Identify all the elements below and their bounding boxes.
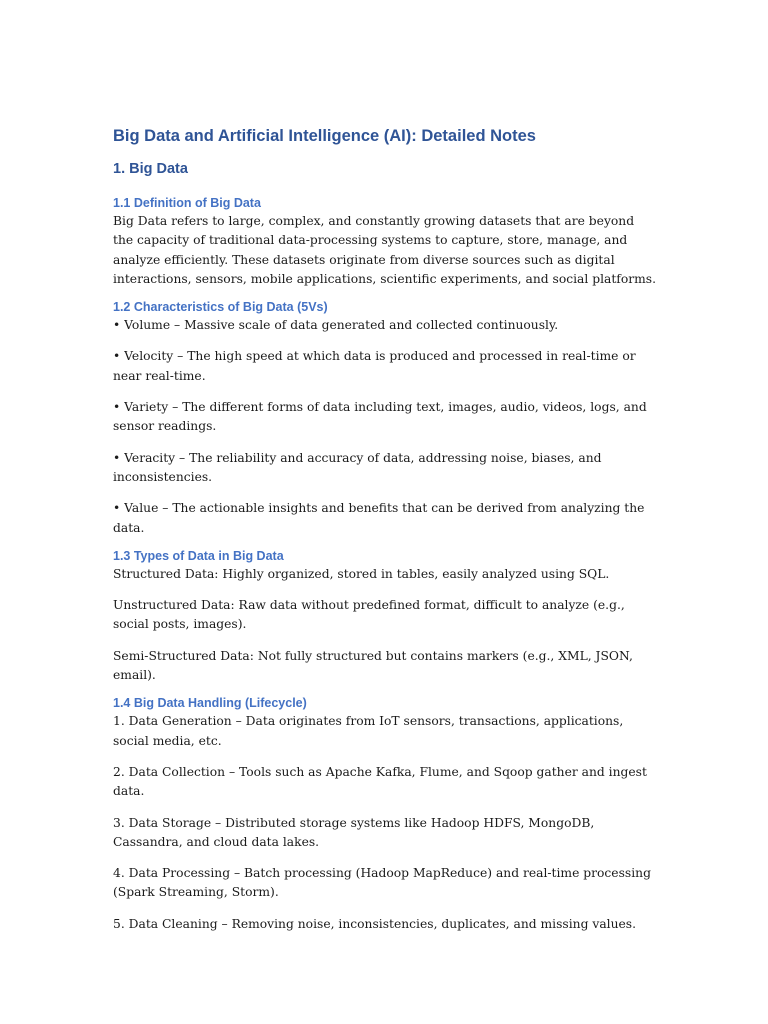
definition-paragraph: Big Data refers to large, complex, and constantly growing datasets that are beyond the capacity of traditional data-processing systems to capture, store, manage, and analyze efficiently. These datasets originate from diverse sources such as digital interactions, sensors, mobile applications, scientific experiments, and social platforms. (113, 214, 657, 286)
document-title: Big Data and Artificial Intelligence (AI): Detailed Notes (113, 127, 536, 145)
characteristic-item-variety: • Variety – The different forms of data including text, images, audio, videos, logs, and sensor readings. (113, 400, 647, 434)
data-type-item-unstructured: Unstructured Data: Raw data without predefined format, difficult to analyze (e.g., social posts, images). (113, 598, 625, 632)
subsection-heading-lifecycle: 1.4 Big Data Handling (Lifecycle) (113, 696, 307, 711)
lifecycle-item-generation: 1. Data Generation – Data originates from IoT sensors, transactions, applications, social media, etc. (113, 714, 624, 748)
subsection-heading-types: 1.3 Types of Data in Big Data (113, 548, 284, 563)
subsection-heading-characteristics: 1.2 Characteristics of Big Data (5Vs) (113, 300, 328, 315)
characteristic-item-volume: • Volume – Massive scale of data generated and collected continuously. (113, 318, 559, 333)
data-type-item-structured: Structured Data: Highly organized, stored in tables, easily analyzed using SQL. (113, 566, 610, 581)
lifecycle-item-collection: 2. Data Collection – Tools such as Apache Kafka, Flume, and Sqoop gather and ingest data. (113, 764, 647, 799)
characteristic-item-value: • Value – The actionable insights and benefits that can be derived from analyzing the data. (113, 501, 645, 535)
section-heading-big-data: 1. Big Data (113, 161, 188, 177)
characteristic-item-velocity: • Velocity – The high speed at which data is produced and processed in real-time or near real-time. (113, 349, 636, 383)
lifecycle-item-storage: 3. Data Storage – Distributed storage systems like Hadoop HDFS, MongoDB, Cassandra, and cloud data lakes. (113, 815, 595, 849)
subsection-heading-definition: 1.1 Definition of Big Data (113, 196, 261, 210)
document-page (113, 120, 658, 934)
data-type-item-semi-structured: Semi-Structured Data: Not fully structured but contains markers (e.g., XML, JSON, email). (113, 648, 633, 683)
lifecycle-item-processing: 4. Data Processing – Batch processing (Hadoop MapReduce) and real-time processing (Spark Streaming, Storm). (113, 866, 651, 900)
lifecycle-item-cleaning: 5. Data Cleaning – Removing noise, inconsistencies, duplicates, and missing values. (113, 916, 636, 931)
characteristic-item-veracity: • Veracity – The reliability and accuracy of data, addressing noise, biases, and inconsistencies. (113, 450, 602, 484)
